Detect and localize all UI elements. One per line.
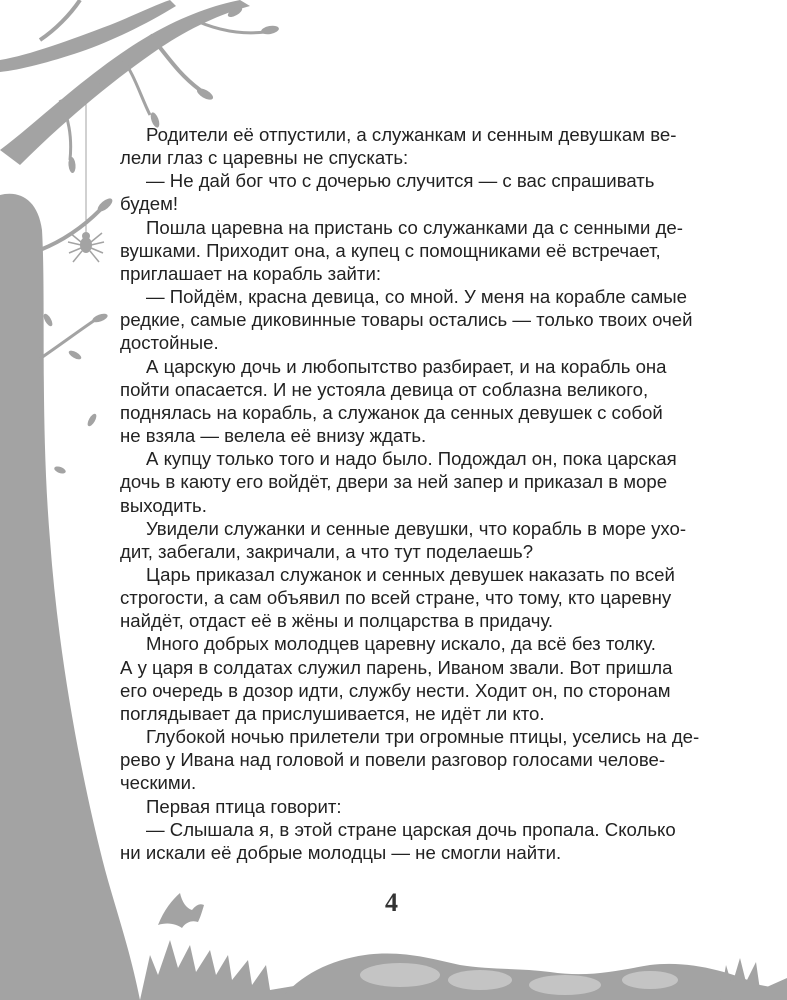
text-line: Родители её отпустили, а служанкам и сенным девушкам ве- <box>146 124 677 145</box>
page-number: 4 <box>385 888 398 917</box>
text-line: ни искали её добрые молодцы — не смогли найти. <box>120 841 562 863</box>
text-line: пойти опасается. И не устояла девица от соблазна великого, <box>120 378 649 400</box>
text-line: не взяла — велела её внизу ждать. <box>120 425 427 447</box>
text-line: будем! <box>120 193 179 215</box>
text-line: достойные. <box>120 332 219 354</box>
text-line: Пошла царевна на пристань со служанками да с сенными де- <box>146 216 683 238</box>
tree-trunk-icon <box>0 194 140 1000</box>
text-line: приглашает на корабль зайти: <box>120 262 382 284</box>
text-line: поднялась на корабль, а служанок да сенных девушек с собой <box>120 401 663 423</box>
text-line: найдёт, отдаст её в жёны и полцарства в придачу. <box>120 610 554 632</box>
text-line: строгости, а сам объявил по всей стране, что тому, кто царевну <box>120 587 672 609</box>
text-line: А купцу только того и надо было. Подождал он, пока царская <box>146 448 677 470</box>
text-line: вушками. Приходит она, а купец с помощниками её встречает, <box>120 239 661 261</box>
text-line: дит, забегали, закричали, а что тут поделаешь? <box>120 540 534 562</box>
text-line: редкие, самые диковинные товары остались — только твоих очей <box>120 309 693 331</box>
text-line: А у царя в солдатах служил парень, Иваном звали. Вот пришла <box>120 656 673 678</box>
text-line: Первая птица говорит: <box>146 795 342 817</box>
text-line: А царскую дочь и любопытство разбирает, и на корабль она <box>146 355 667 377</box>
text-line: Глубокой ночью прилетели три огромные птицы, уселись на де- <box>146 726 700 748</box>
text-line: Царь приказал служанок и сенных девушек наказать по всей <box>146 563 675 585</box>
spider-icon <box>68 232 104 262</box>
text-line: его очередь в дозор идти, службу нести. Ходит он, по сторонам <box>120 679 671 701</box>
bat-icon <box>158 893 204 928</box>
text-line: рево у Ивана над головой и повели разговор голосами челове- <box>120 749 666 771</box>
text-line: выходить. <box>120 494 207 516</box>
text-line: — Пойдём, красна девица, со мной. У меня на корабле самые <box>146 286 687 308</box>
text-line: — Не дай бог что с дочерью случится — с вас спрашивать <box>146 170 655 192</box>
text-line: ческими. <box>120 772 197 794</box>
grass-icon <box>140 940 300 1000</box>
text-line: Много добрых молодцев царевну искало, да всё без толку. <box>146 633 656 655</box>
text-line: дочь в каюту его войдёт, двери за ней запер и приказал в море <box>120 471 668 493</box>
story-text <box>120 123 700 864</box>
ground-icon <box>280 953 787 1000</box>
text-line: поглядывает да прислушивается, не идёт ли кто. <box>120 702 545 724</box>
text-line: лели глаз с царевны не спускать: <box>120 147 409 169</box>
text-line: Увидели служанки и сенные девушки, что корабль в море ухо- <box>146 517 687 539</box>
text-line: — Слышала я, в этой стране царская дочь пропала. Сколько <box>146 818 676 840</box>
